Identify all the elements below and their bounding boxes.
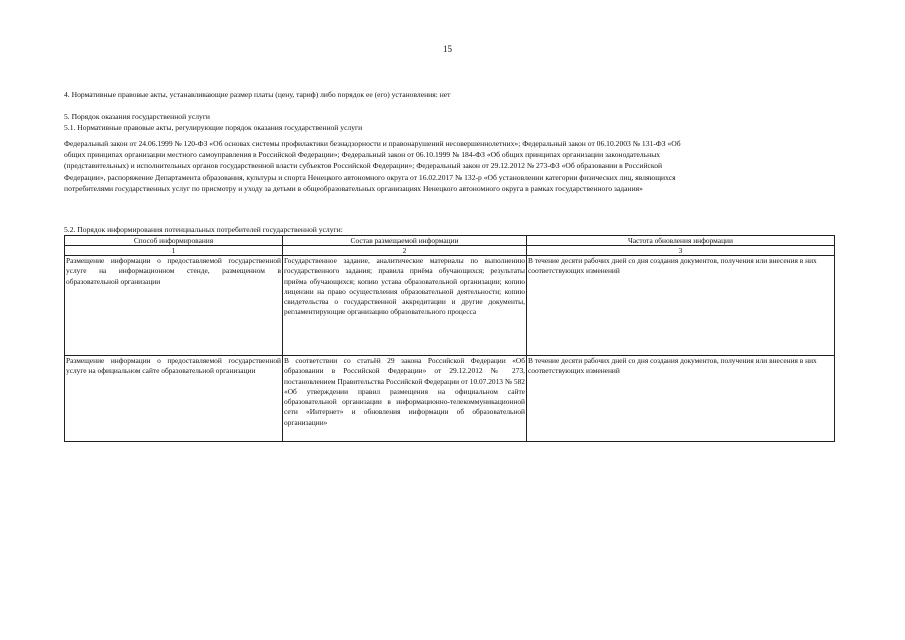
- section-5-title: 5. Порядок оказания государственной услуги: [64, 112, 210, 121]
- section-5-1-title: 5.1. Нормативные правовые акты, регулирующие порядок оказания государственной услуги: [64, 123, 363, 132]
- section-5-2-title: 5.2. Порядок информирования потенциальных потребителей государственной услуги:: [64, 225, 343, 234]
- table-number-row: [65, 246, 835, 256]
- header-method: Способ информирования: [65, 236, 283, 246]
- page-number: 15: [443, 44, 452, 54]
- table-row: [65, 356, 835, 442]
- info-table: [64, 235, 835, 442]
- cell-frequency: В течение десяти рабочих дней со дня создания документов, получения или внесения в них соответствующих изменений: [527, 256, 835, 356]
- cell-method: Размещение информации о предоставляемой государственной услуге на информационном стенде, размещенном в образовательной организации: [65, 256, 283, 356]
- cell-frequency: В течение десяти рабочих дней со дня создания документов, получения или внесения в них соответствующих изменений: [527, 356, 835, 442]
- column-number: 1: [65, 246, 283, 256]
- column-number: 3: [527, 246, 835, 256]
- laws-line: общих принципах организации местного самоуправления в Российской Федерации»; Федеральный закон от 06.10.1999 № 184-ФЗ «Об общих принципах организации законодательных: [64, 150, 661, 160]
- cell-method: Размещение информации о предоставляемой государственной услуге на официальном сайте образовательной организации: [65, 356, 283, 442]
- section-4-text: 4. Нормативные правовые акты, устанавливающие размер платы (цену, тариф) либо порядок ее (его) установления: нет: [64, 90, 451, 99]
- cell-content: Государственное задание, аналитические материалы по выполнению государственного задания; правила приёма обучающихся; результаты приёма обучающихся; копию устава образовательной организации; копию лицензии на право осуществления образовательной деятельности; копию свидетельства о государственной аккредитации и другие документы, регламентирующие организацию образовательного процесса: [283, 256, 527, 356]
- cell-content: В соответствии со статьёй 29 закона Российской Федерации «Об образовании в Российской Федерации» от 29.12.2012 № 273, постановлением Правительства Российской Федерации от 10.07.2013 № 582 «Об утверждении правил размещения на официальном сайте образовательной организации в информационно-телекоммуникационной сети «Интернет» и обновления информации об образовательной организации»: [283, 356, 527, 442]
- column-number: 2: [283, 246, 527, 256]
- laws-line: Федеральный закон от 24.06.1999 № 120-ФЗ «Об основах системы профилактики безнадзорности и правонарушений несовершеннолетних»; Федеральный закон от 06.10.2003 № 131-ФЗ «Об: [64, 139, 681, 148]
- section-5-1-laws: [64, 138, 834, 194]
- table-row: [65, 256, 835, 356]
- header-frequency: Частота обновления информации: [527, 236, 835, 246]
- header-content: Состав размещаемой информации: [283, 236, 527, 246]
- laws-line: потребителями государственных услуг по присмотру и уходу за детьми в общеобразовательных организациях Ненецкого автономного округа в рамках государственного задания»: [64, 183, 643, 193]
- laws-line: (представительных) и исполнительных органов государственной власти субъектов Российской Федерации»; Федеральный закон от 29.12.2012 № 273-ФЗ «Об образовании в Российской: [64, 161, 663, 171]
- table-header-row: [65, 236, 835, 246]
- laws-line: Федерации», распоряжение Департамента образования, культуры и спорта Ненецкого автономного округа от 16.02.2017 № 132-р «Об установлении категории физических лиц, являющихся: [64, 172, 676, 182]
